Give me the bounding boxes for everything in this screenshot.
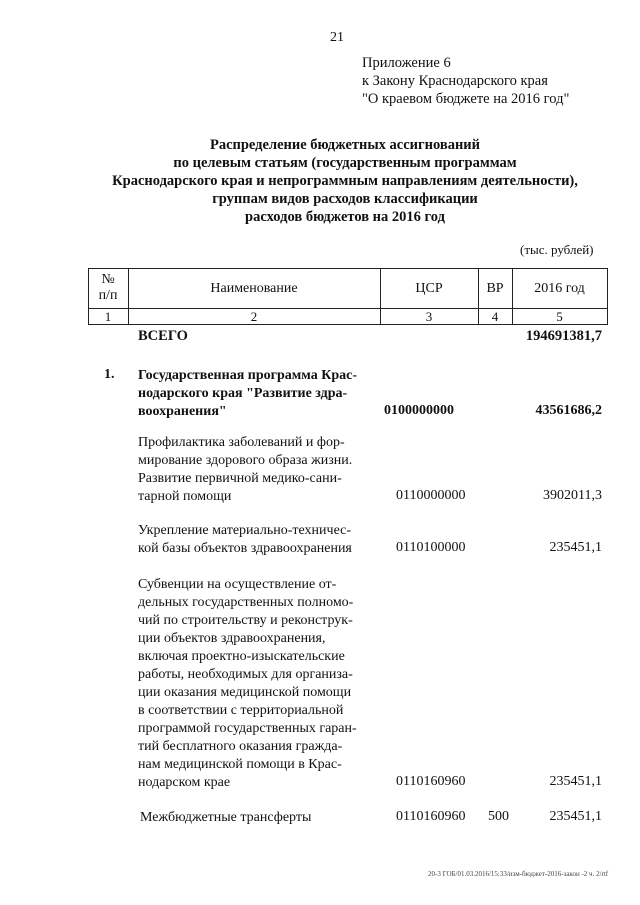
row-csr: 0110160960 bbox=[396, 809, 466, 824]
footer-file-reference: 20-3 ГОБ/01.03.2016/15:33/изм-бюджет-2016-закон -2 ч. 2/rtf bbox=[428, 870, 609, 878]
appendix-line: Приложение 6 bbox=[362, 55, 451, 71]
row-name: Межбюджетные трансферты bbox=[140, 810, 312, 825]
row-amount: 235451,1 bbox=[549, 540, 602, 555]
appendix-line: "О краевом бюджете на 2016 год" bbox=[362, 91, 570, 107]
header-csr: ЦСР bbox=[415, 281, 443, 296]
appendix-reference bbox=[362, 54, 569, 108]
row-csr: 0110160960 bbox=[396, 774, 466, 789]
column-index: 3 bbox=[425, 309, 433, 324]
row-csr: 0110000000 bbox=[396, 488, 466, 503]
total-amount: 194691381,7 bbox=[525, 328, 602, 344]
row-amount: 3902011,3 bbox=[543, 488, 602, 503]
title-line: расходов бюджетов на 2016 год bbox=[245, 209, 445, 225]
row-amount: 235451,1 bbox=[549, 774, 602, 789]
column-index: 4 bbox=[491, 309, 499, 324]
row-name: Государственная программа Крас- нодарского края "Развитие здра- воохранения" bbox=[138, 368, 358, 419]
header-year: 2016 год bbox=[534, 281, 585, 296]
row-csr: 0110100000 bbox=[396, 540, 466, 555]
row-number: 1. bbox=[104, 367, 115, 382]
title-line: Распределение бюджетных ассигнований bbox=[209, 137, 481, 153]
row-amount: 235451,1 bbox=[549, 809, 602, 824]
column-index: 5 bbox=[556, 309, 563, 324]
title-line: Краснодарского края и непрограммным направлениям деятельности), bbox=[112, 173, 578, 189]
row-name: Профилактика заболеваний и фор- мирование здорового образа жизни. Развитие первичной медико-сани- тарной помощи bbox=[138, 435, 353, 504]
units-label: (тыс. рублей) bbox=[520, 242, 594, 257]
document-title bbox=[90, 136, 600, 226]
column-index: 1 bbox=[104, 309, 112, 324]
column-divider bbox=[607, 268, 608, 324]
row-name: Укрепление материально-техничес- кой базы объектов здравоохранения bbox=[138, 523, 352, 556]
page-number: 21 bbox=[330, 30, 344, 45]
header-name: Наименование bbox=[210, 281, 298, 296]
column-index: 2 bbox=[250, 309, 258, 324]
title-line: группам видов расходов классификации bbox=[212, 191, 478, 207]
title-line: по целевым статьям (государственным программам bbox=[173, 155, 517, 171]
header-top-rule bbox=[88, 268, 608, 269]
row-name: Субвенции на осуществление от- дельных государственных полномо- чий по строительству и реконструк- ции объектов здравоохранения, включая проектно-изыскательские работы, необходимых для организа- ции оказания медицинской помощи в соответствии с территориальной программой государственных гаран- тий бесплатного оказания гражда- нам медицинской помощи в Крас- нодарском крае bbox=[138, 577, 357, 790]
appendix-line: к Закону Краснодарского края bbox=[362, 73, 548, 89]
total-label: ВСЕГО bbox=[138, 328, 188, 344]
header-vr: ВР bbox=[486, 281, 504, 296]
row-vr: 500 bbox=[488, 809, 509, 824]
row-csr: 0100000000 bbox=[384, 403, 454, 418]
header-number: № п/п bbox=[98, 272, 118, 303]
row-amount: 43561686,2 bbox=[535, 403, 602, 418]
